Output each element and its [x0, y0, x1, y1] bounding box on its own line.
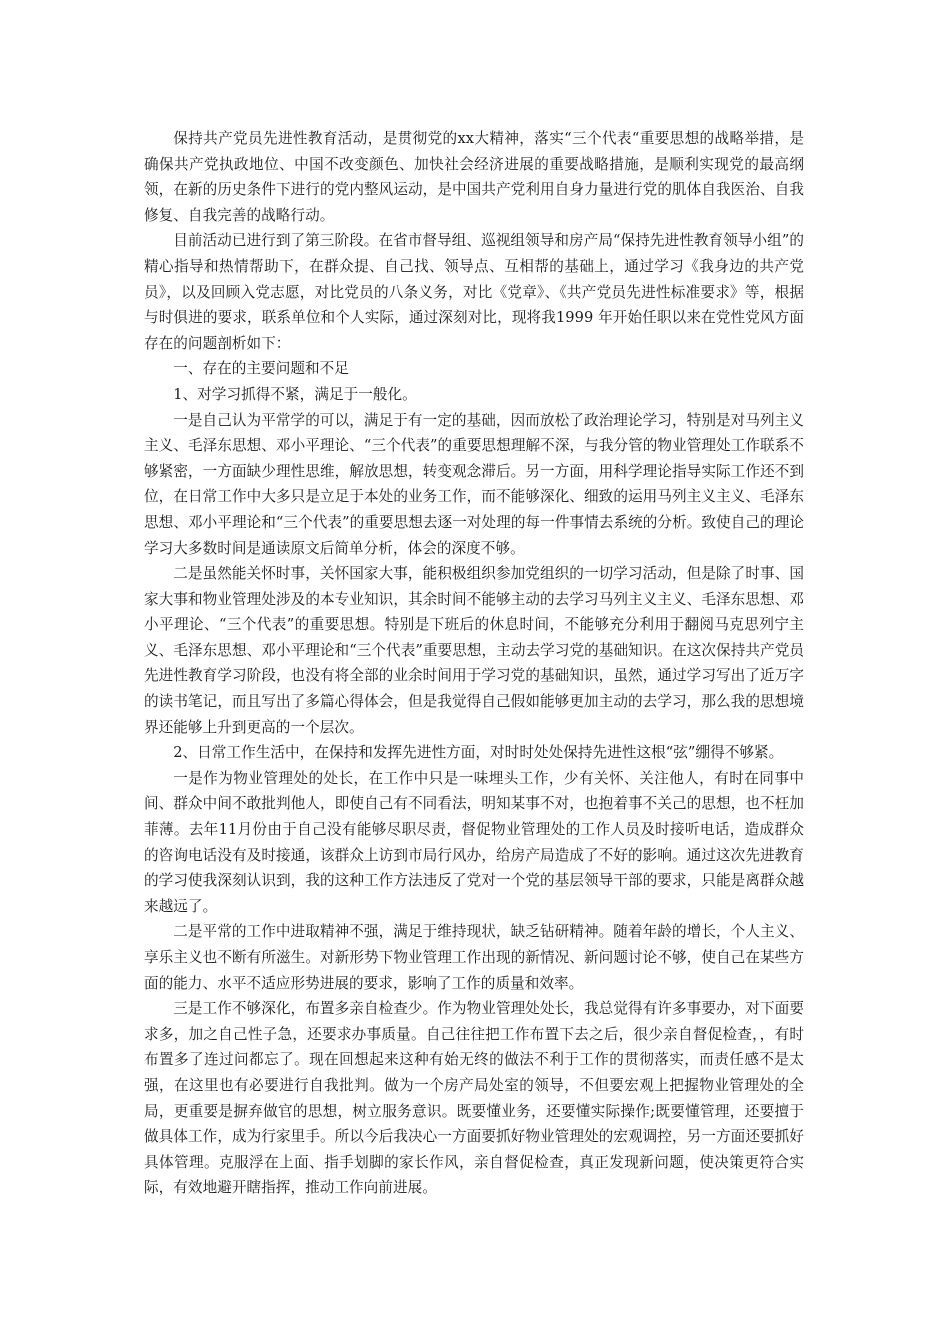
- section-heading-problems: 一、存在的主要问题和不足: [173, 360, 349, 378]
- paragraph-work-three: 三是工作不够深化，布置多亲自检查少。作为物业管理处处长，我总觉得有许多事要办，对下面要求多，加之自己性子急，还要求办事质量。自己往往把工作布置下去之后，很少亲自督促检查，，有时布置多了连过问都忘了。现在回想起来这种有始无终的做法不利于工作的贯彻落实，而责任感不是太强，在这里也有必要进行自我批判。做为一个房产局处室的领导，不但要宏观上把握物业管理处的全局，更重要是摒弃做官的思想，树立服务意识。既要懂业务，还要懂实际操作;既要懂管理，还要擅于做具体工作，成为行家里手。所以今后我决心一方面要抓好物业管理处的宏观调控，另一方面还要抓好具体管理。克服浮在上面、指手划脚的家长作风，亲自督促检查，真正发现新问题，使决策更符合实际，有效地避开瞎指挥，推动工作向前进展。: [144, 1000, 804, 1197]
- paragraph-study-two: 二是虽然能关怀时事，关怀国家大事，能积极组织参加党组织的一切学习活动，但是除了时事、国家大事和物业管理处涉及的本专业知识，其余时间不能够主动的去学习马列主义主义、毛泽东思想、邓小平理论、“三个代表”的重要思想。特别是下班后的休息时间，不能够充分利用于翻阅马克思列宁主义、毛泽东思想、邓小平理论和“三个代表”重要思想，主动去学习党的基础知识。在这次保持共产党员先进性教育学习阶段，也没有将全部的业余时间用于学习党的基础知识，虽然，通过学习写出了近万字的读书笔记，而且写出了多篇心得体会，但是我觉得自己假如能够更加主动的去学习，那么我的思想境界还能够上升到更高的一个层次。: [144, 565, 804, 736]
- paragraph-current-stage: 目前活动已进行到了第三阶段。在省市督导组、巡视组领导和房产局“保持先进性教育领导小组”的精心指导和热情帮助下，在群众提、自己找、领导点、互相帮的基础上，通过学习《我身边的共产党员》，以及回顾入党志愿，对比党员的八条义务，对比《党章》、《共产党员先进性标准要求》等，根据与时俱进的要求，联系单位和个人实际，通过深刻对比，现将我1999 年开始任职以来在党性党风方面存在的问题剖析如下：: [144, 232, 804, 352]
- subheading-study: 1、对学习抓得不紧，满足于一般化。: [173, 385, 417, 403]
- document-body: [144, 126, 804, 1201]
- paragraph-work-one: 一是作为物业管理处的处长，在工作中只是一味埋头工作，少有关怀、关注他人，有时在同事中间、群众中间不敢批判他人，即使自己有不同看法，明知某事不对，也抱着事不关己的思想，也不枉加菲薄。去年11月份由于自己没有能够尽职尽责，督促物业管理处的工作人员及时接听电话，造成群众的咨询电话没有及时接通，该群众上访到市局行风办，给房产局造成了不好的影响。通过这次先进教育的学习使我深刻认识到，我的这种工作方法违反了党对一个党的基层领导干部的要求，只能是离群众越来越远了。: [144, 769, 804, 915]
- subheading-daily-work: 2、日常工作生活中，在保持和发挥先进性方面，对时时处处保持先进性这根“弦”绷得不够紧。: [173, 744, 784, 762]
- paragraph-intro: 保持共产党员先进性教育活动，是贯彻党的xx大精神，落实“三个代表“重要思想的战略举措，是确保共产党执政地位、中国不改变颜色、加快社会经济进展的重要战略措施，是顺利实现党的最高纲领，在新的历史条件下进行的党内整风运动，是中国共产党利用自身力量进行党的肌体自我医治、自我修复、自我完善的战略行动。: [144, 130, 804, 224]
- paragraph-study-one: 一是自己认为平常学的可以，满足于有一定的基础，因而放松了政治理论学习，特别是对马列主义主义、毛泽东思想、邓小平理论、“三个代表”的重要思想理解不深，与我分管的物业管理处工作联系不够紧密，一方面缺少理性思维，解放思想，转变观念滞后。另一方面，用科学理论指导实际工作还不到位，在日常工作中大多只是立足于本处的业务工作，而不能够深化、细致的运用马列主义主义、毛泽东思想、邓小平理论和“三个代表”的重要思想去逐一对处理的每一件事情去系统的分析。致使自己的理论学习大多数时间是通读原文后简单分析，体会的深度不够。: [144, 411, 804, 557]
- paragraph-work-two: 二是平常的工作中进取精神不强，满足于维持现状，缺乏钻研精神。随着年龄的增长，个人主义、享乐主义也不断有所滋生。对新形势下物业管理工作出现的新情况、新问题讨论不够，使自己在某些方面的能力、水平不适应形势进展的要求，影响了工作的质量和效率。: [144, 923, 804, 992]
